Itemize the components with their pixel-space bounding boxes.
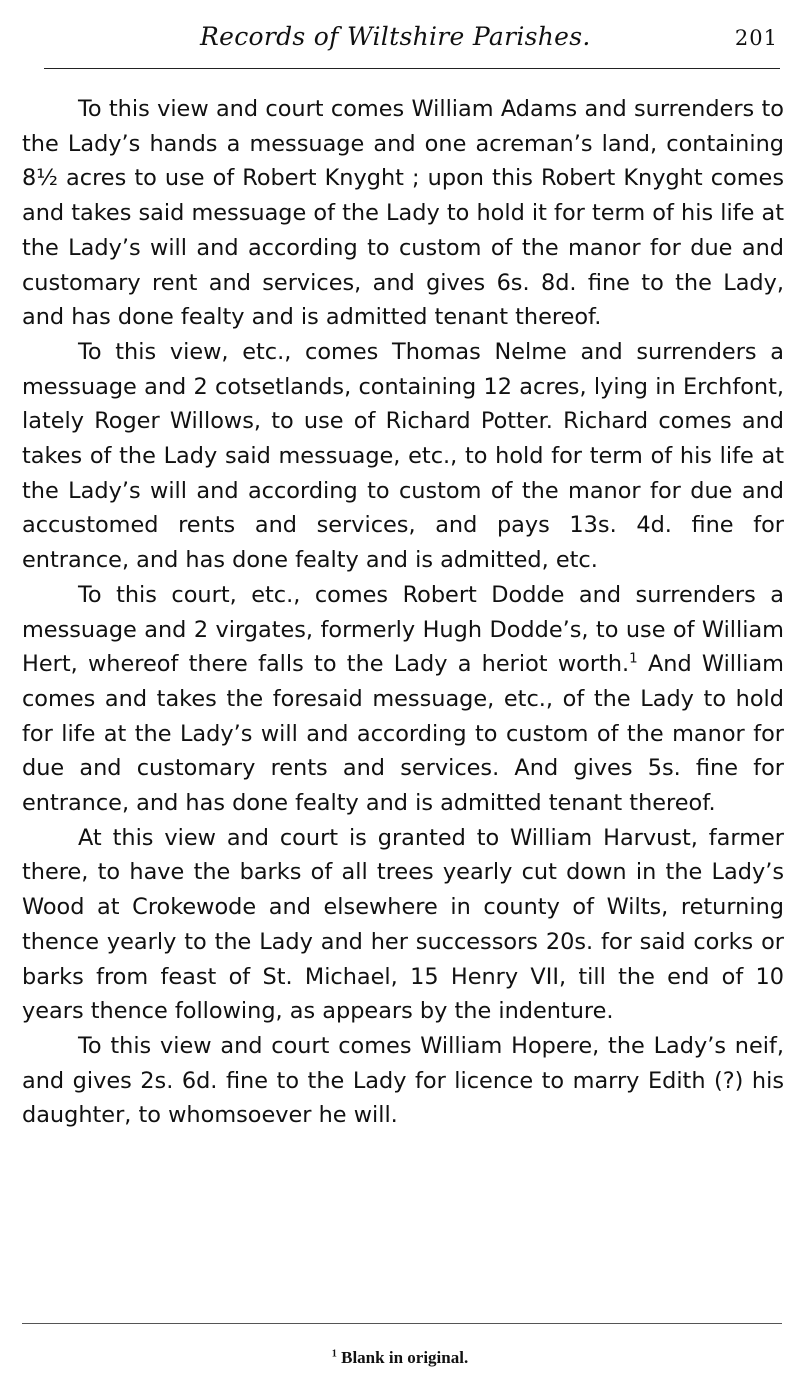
footnote-reference: 1: [629, 651, 638, 667]
paragraph-nelme: To this view, etc., comes Thomas Nelme and surrenders a messuage and 2 cotsetlands, containing 12 acres, lying in Erchfont, lately Roger Willows, to use of Richard Potter. Richard comes and takes of the Lady said messuage, etc., to hold for term of his life at the Lady’s will and according to custom of the manor for due and accustomed rents and services, and pays 13s. 4d. fine for entrance, and has done fealty and is admitted, etc.: [22, 338, 784, 574]
footnote-mark: 1: [331, 1348, 337, 1360]
paragraph-dodde: [22, 578, 784, 821]
footnote-text: Blank in original.: [341, 1348, 469, 1367]
paragraph-hopere: To this view and court comes William Hopere, the Lady’s neif, and gives 2s. 6d. fine to the Lady for licence to marry Edith (?) his daughter, to whomsoever he will.: [22, 1032, 784, 1129]
paragraph-harvust: At this view and court is granted to William Harvust, farmer there, to have the barks of all trees yearly cut down in the Lady’s Wood at Crokewode and elsewhere in county of Wilts, returning thence yearly to the Lady and her successors 20s. for said corks or barks from feast of St. Michael, 15 Henry VII, till the end of 10 years thence following, as appears by the indenture.: [22, 824, 784, 1025]
page-header: [0, 22, 800, 56]
footnote: [0, 1348, 800, 1368]
page-number: 201: [734, 26, 778, 50]
paragraph-dodde-end: And William comes and takes the foresaid messuage, etc., of the Lady to hold for life at the Lady’s will and according to custom of the manor for due and customary rents and services. And gives 5s. fine for entrance, and has done fealty and is admitted tenant thereof.: [22, 651, 784, 817]
header-rule: [44, 68, 780, 69]
body-text: [22, 92, 784, 1133]
paragraph-adams: To this view and court comes William Adams and surrenders to the Lady’s hands a messuage and one acreman’s land, containing 8½ acres to use of Robert Knyght ; upon this Robert Knyght comes and takes said messuage of the Lady to hold it for term of his life at the Lady’s will and according to custom of the manor for due and customary rent and services, and gives 6s. 8d. fine to the Lady, and has done fealty and is admitted tenant thereof.: [22, 96, 784, 331]
paragraph-dodde-start: To this court, etc., comes Robert Dodde and surrenders a messuage and 2 virgates, formerly Hugh Dodde’s, to use of William Hert, whereof there falls to the Lady a heriot worth.: [22, 581, 784, 678]
running-title: Records of Wiltshire Parishes.: [200, 22, 591, 51]
footnote-rule: [22, 1323, 782, 1324]
